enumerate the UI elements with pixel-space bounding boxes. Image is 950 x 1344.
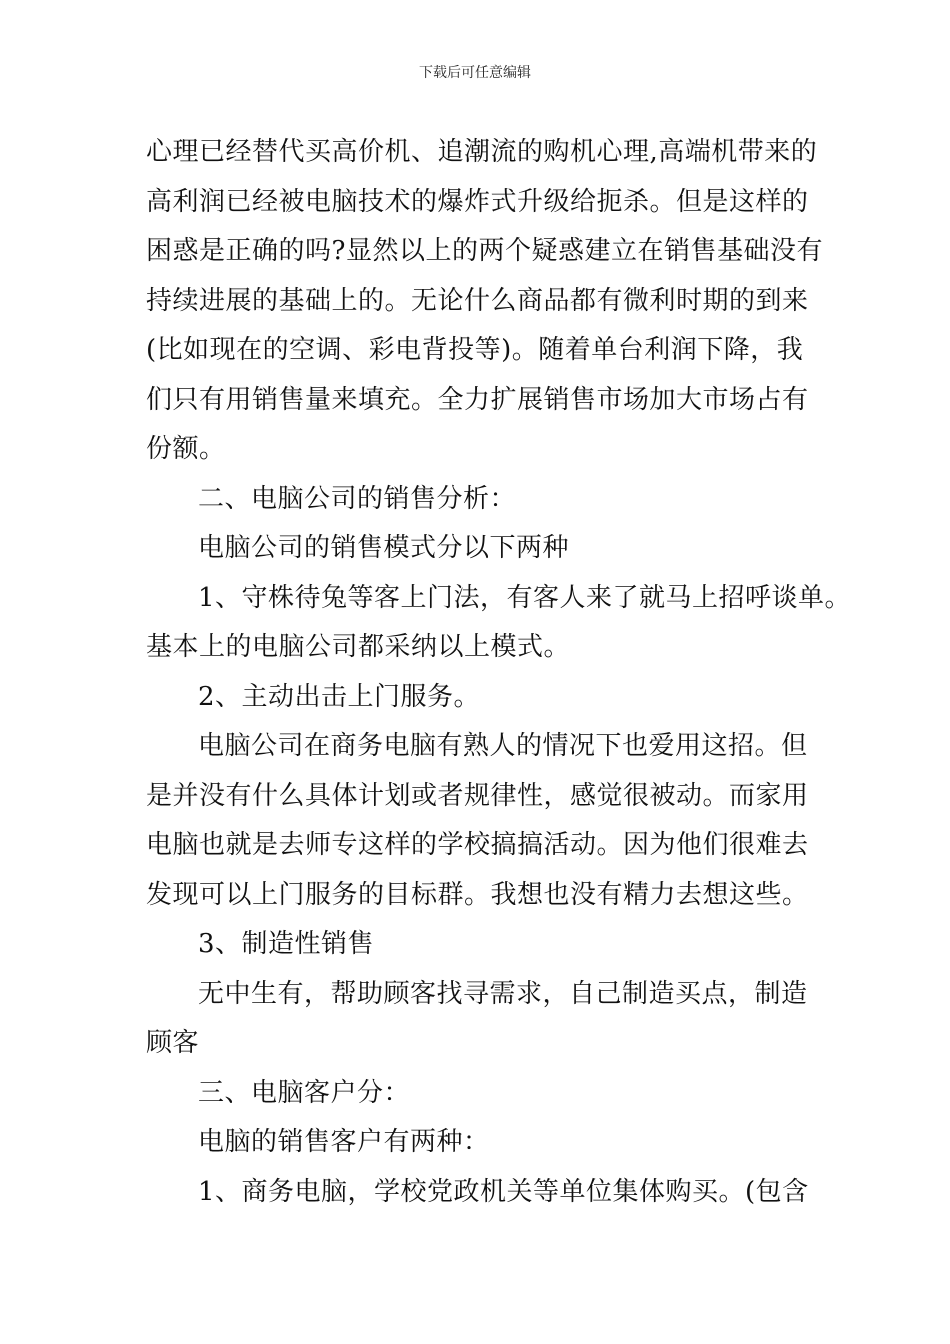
section-heading: 三、电脑客户分： bbox=[198, 1077, 411, 1108]
text-line: 无中生有，帮助顾客找寻需求，自己制造买点，制造 bbox=[198, 978, 808, 1009]
text-line: 是并没有什么具体计划或者规律性，感觉很被动。而家用 bbox=[146, 780, 809, 811]
text-line: 高利润已经被电脑技术的爆炸式升级给扼杀。但是这样的 bbox=[146, 186, 809, 217]
list-item: 1、商务电脑，学校党政机关等单位集体购买。(包含 bbox=[198, 1176, 809, 1207]
list-item: 2、主动出击上门服务。 bbox=[198, 681, 481, 712]
list-item: 1、守株待兔等客上门法，有客人来了就马上招呼谈单。 bbox=[198, 582, 852, 613]
text-line: 心理已经替代买高价机、追潮流的购机心理,高端机带来的 bbox=[146, 137, 818, 167]
text-line: 电脑公司的销售模式分以下两种 bbox=[198, 533, 570, 563]
text-line: 发现可以上门服务的目标群。我想也没有精力去想这些。 bbox=[146, 879, 809, 910]
text-line: 持续进展的基础上的。无论什么商品都有微利时期的到来 bbox=[146, 285, 809, 316]
text-line: 顾客 bbox=[146, 1028, 200, 1058]
text-line: 电脑也就是去师专这样的学校搞搞活动。因为他们很难去 bbox=[146, 830, 809, 860]
text-line: 困惑是正确的吗?显然以上的两个疑惑建立在销售基础没有 bbox=[146, 236, 823, 266]
document-body bbox=[146, 128, 852, 1217]
list-item: 3、制造性销售 bbox=[198, 929, 375, 959]
section-heading: 二、电脑公司的销售分析： bbox=[198, 483, 517, 514]
text-line: 份额。 bbox=[146, 434, 226, 464]
text-line: 们只有用销售量来填充。全力扩展销售市场加大市场占有 bbox=[146, 384, 809, 415]
text-line: (比如现在的空调、彩电背投等)。随着单台利润下降，我 bbox=[146, 335, 804, 365]
text-line: 基本上的电脑公司都采纳以上模式。 bbox=[146, 632, 571, 662]
text-line: 电脑公司在商务电脑有熟人的情况下也爱用这招。但 bbox=[198, 731, 808, 761]
page-header: 下载后可任意编辑 bbox=[419, 65, 531, 81]
text-line: 电脑的销售客户有两种： bbox=[198, 1127, 490, 1157]
